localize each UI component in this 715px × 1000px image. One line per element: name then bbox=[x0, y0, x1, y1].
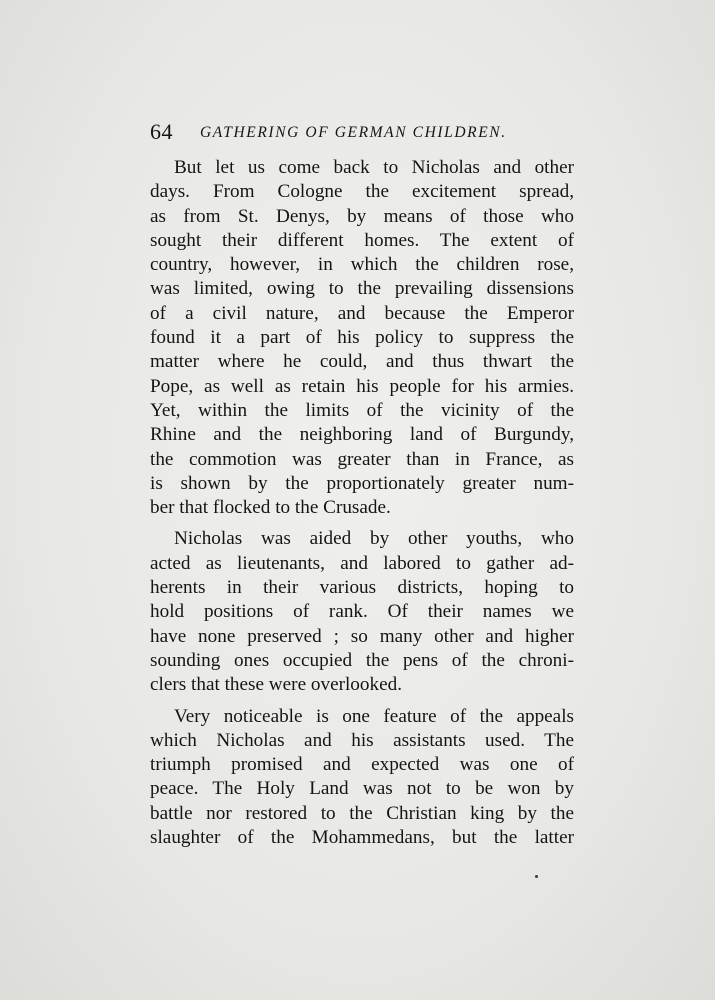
text-line: which Nicholas and his assistants used. The bbox=[150, 729, 574, 751]
text-line: triumph promised and expected was one of bbox=[150, 754, 574, 776]
text-line: clers that these were overlooked. bbox=[150, 674, 402, 696]
text-line: But let us come back to Nicholas and other bbox=[174, 157, 574, 178]
text-line: slaughter of the Mohammedans, but the latter bbox=[150, 827, 574, 849]
page-number: 64 bbox=[150, 119, 173, 144]
text-line: of a civil nature, and because the Emperor bbox=[150, 302, 574, 324]
text-line: ber that flocked to the Crusade. bbox=[150, 497, 391, 519]
body-text bbox=[150, 156, 574, 857]
text-line: Yet, within the limits of the vicinity of the bbox=[150, 399, 574, 421]
text-line: days. From Cologne the excitement spread, bbox=[150, 181, 574, 203]
paragraph-2 bbox=[150, 527, 574, 697]
text-line: peace. The Holy Land was not to be won by bbox=[150, 778, 574, 800]
paragraph-1 bbox=[150, 156, 574, 520]
text-line: Rhine and the neighboring land of Burgundy, bbox=[150, 424, 574, 446]
text-line: have none preserved ; so many other and higher bbox=[150, 625, 574, 647]
text-line: Pope, as well as retain his people for his armies. bbox=[150, 375, 574, 397]
text-line: was limited, owing to the prevailing dissensions bbox=[150, 278, 574, 300]
text-line: acted as lieutenants, and labored to gather ad- bbox=[150, 552, 574, 574]
text-line: matter where he could, and thus thwart the bbox=[150, 351, 574, 373]
text-line: as from St. Denys, by means of those who bbox=[150, 205, 574, 227]
text-line: sought their different homes. The extent of bbox=[150, 229, 574, 251]
text-line: battle nor restored to the Christian king by the bbox=[150, 802, 574, 824]
text-line: Very noticeable is one feature of the appeals bbox=[174, 705, 574, 727]
text-line: hold positions of rank. Of their names we bbox=[150, 601, 574, 623]
running-title: GATHERING OF GERMAN CHILDREN. bbox=[200, 124, 507, 141]
text-line: herents in their various districts, hoping to bbox=[150, 577, 574, 599]
text-line: is shown by the proportionately greater num- bbox=[150, 472, 574, 494]
text-line: sounding ones occupied the pens of the chroni- bbox=[150, 649, 574, 671]
text-line: country, however, in which the children rose, bbox=[150, 254, 574, 276]
text-line: Nicholas was aided by other youths, who bbox=[174, 528, 574, 550]
ink-speck bbox=[535, 875, 538, 878]
text-line: the commotion was greater than in France, as bbox=[150, 448, 574, 470]
page-header bbox=[150, 118, 575, 146]
paragraph-3 bbox=[150, 705, 574, 851]
text-line: found it a part of his policy to suppress the bbox=[150, 327, 574, 349]
